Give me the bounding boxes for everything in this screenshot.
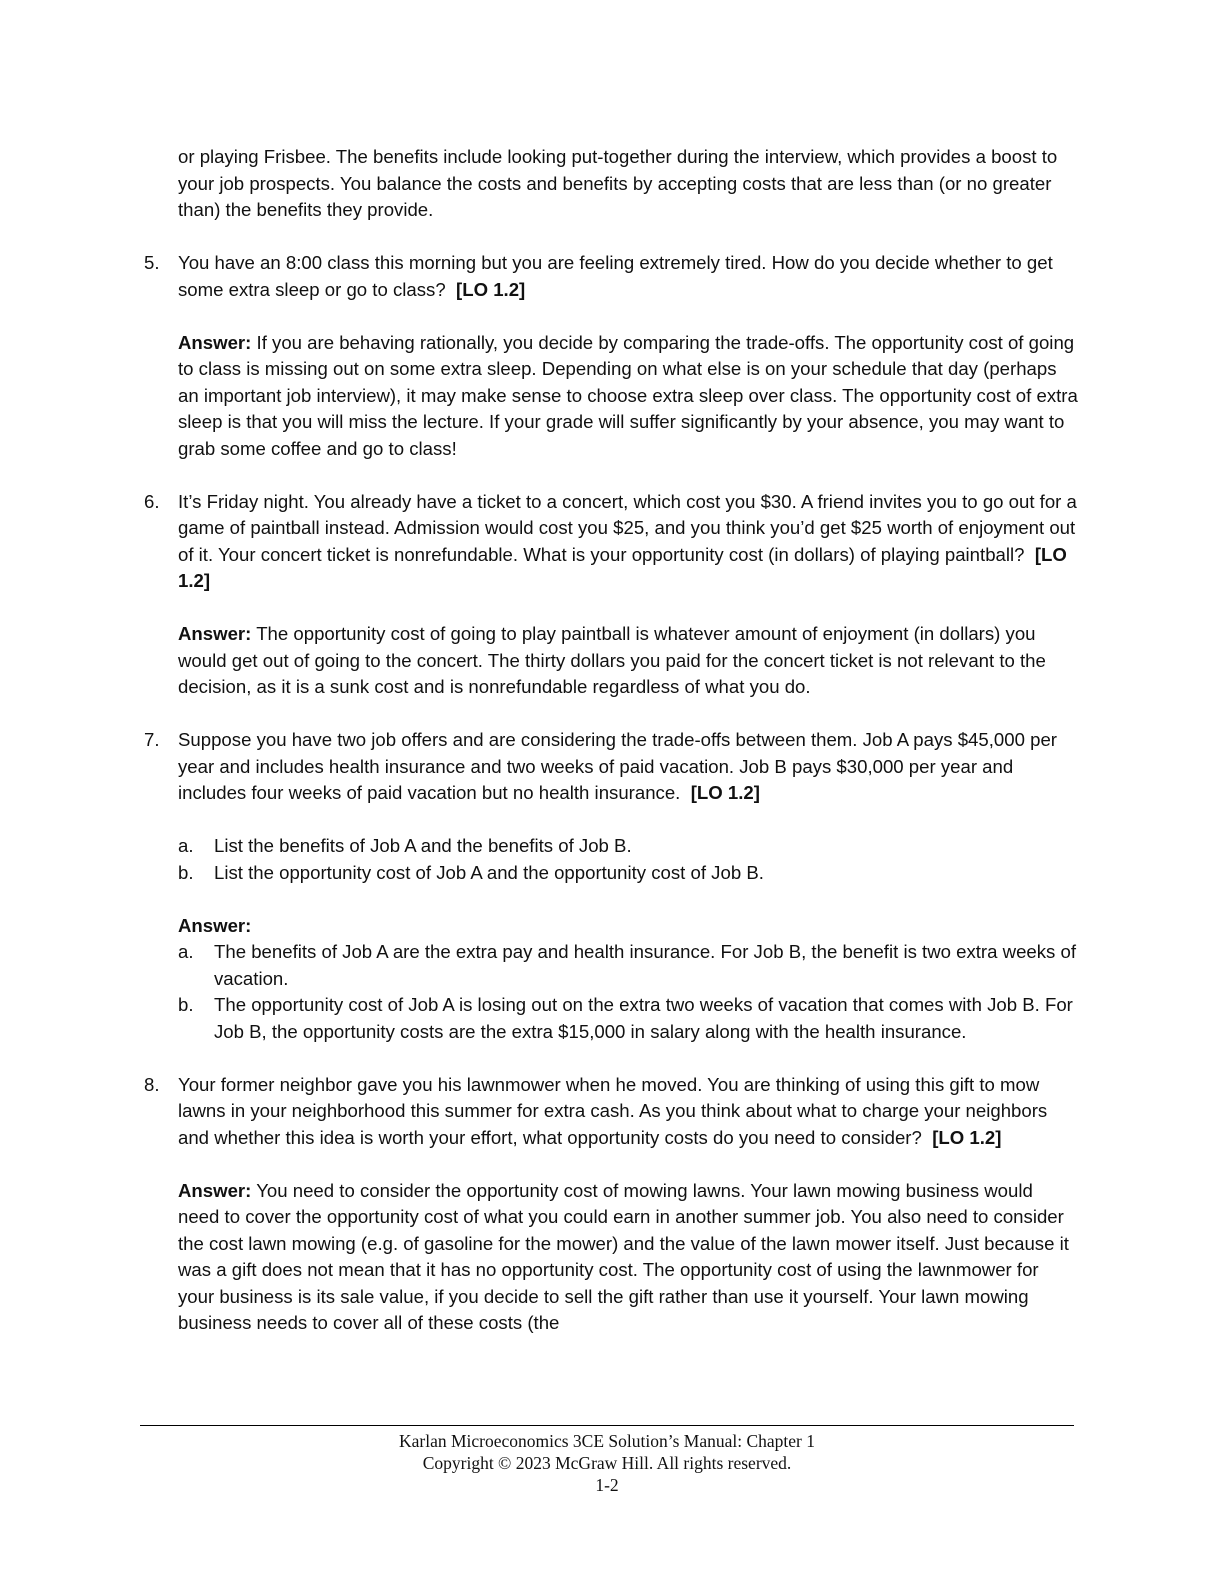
footer-copyright: Copyright © 2023 McGraw Hill. All rights reserved. [422,1453,792,1473]
answer-paragraph: Answer: The opportunity cost of going to play paintball is whatever amount of enjoyment (in dollars) you would get out of going to the concert. The thirty dollars you paid for the concert ticket is not relevant to the decision, as it is a sunk cost and is nonrefundable regardless of what you do. [178,623,1046,697]
learning-objective: [LO 1.2] [932,1126,1002,1148]
subpart-b [178,860,1078,887]
question-text: It’s Friday night. You already have a ticket to a concert, which cost you $30. A friend invites you to go out for a game of paintball instead. Admission would cost you $25, and you think you’d get $25 worth of enjoyment out of it. Your concert ticket is nonrefundable. What is your opportunity cost (in dollars) of playing paintball? [LO 1.2] [178,490,1077,591]
page-footer [140,1430,1074,1496]
question-5 [144,250,1078,462]
page-content [144,144,1078,1337]
answer-b [178,992,1078,1045]
intro-paragraph: or playing Frisbee. The benefits include looking put-together during the interview, which provides a boost to your job prospects. You balance the costs and benefits by accepting costs that are less than (or no greater than) the benefits they provide. [178,146,1058,220]
answer-sub-text: The opportunity cost of Job A is losing out on the extra two weeks of vacation that comes with Job B. For Job B, the opportunity costs are the extra $15,000 in salary along with the health insurance. [214,994,1073,1042]
question-number: 7. [144,729,160,750]
answer-sub-label: a. [178,941,194,962]
subpart-a [178,833,1078,860]
answer-sub-text: The benefits of Job A are the extra pay and health insurance. For Job B, the benefit is two extra weeks of vacation. [214,941,1077,989]
question-8 [144,1072,1078,1337]
subpart-text: List the benefits of Job A and the benefits of Job B. [214,835,632,856]
learning-objective: [LO 1.2] [456,278,526,300]
footer-divider [140,1425,1074,1426]
answer-label: Answer: [178,914,252,936]
question-number: 6. [144,490,160,512]
subpart-label: a. [178,835,194,856]
answer-paragraph: Answer: You need to consider the opportunity cost of mowing lawns. Your lawn mowing business would need to cover the opportunity cost of what you could earn in another summer job. You also need to consider the cost lawn mowing (e.g. of gasoline for the mower) and the value of the lawn mower itself. Just because it was a gift does not mean that it has no opportunity cost. The opportunity cost of using the lawnmower for your business is its sale value, if you decide to sell the gift rather than use it yourself. Your lawn mowing business needs to cover all of these costs (the [178,1179,1069,1333]
footer-title: Karlan Microeconomics 3CE Solution’s Manual: Chapter 1 [398,1431,816,1451]
answer-paragraph: Answer: If you are behaving rationally, you decide by comparing the trade-offs. The opportunity cost of going to class is missing out on some extra sleep. Depending on what else is on your schedule that day (perhaps an important job interview), it may make sense to choose extra sleep over class. The opportunity cost of extra sleep is that you will miss the lecture. If your grade will suffer significantly by your absence, you may want to grab some coffee and go to class! [178,331,1078,459]
subpart-text: List the opportunity cost of Job A and the opportunity cost of Job B. [214,861,764,883]
question-7 [144,727,1078,1045]
subpart-label: b. [178,861,194,883]
page-number: 1-2 [595,1475,619,1495]
question-number: 5. [144,252,160,273]
question-text: You have an 8:00 class this morning but you are feeling extremely tired. How do you decide whether to get some extra sleep or go to class? [LO 1.2] [178,252,1053,300]
question-6 [144,489,1078,701]
question-number: 8. [144,1073,160,1095]
question-text: Suppose you have two job offers and are considering the trade-offs between them. Job A pays $45,000 per year and includes health insurance and two weeks of paid vacation. Job B pays $30,000 per year and includes four weeks of paid vacation but no health insurance. [LO 1.2] [178,729,1057,803]
answer-a [178,939,1078,992]
learning-objective: [LO 1.2] [690,782,760,803]
answer-label: Answer: [178,623,252,644]
answer-sub-label: b. [178,994,194,1015]
question-text: Your former neighbor gave you his lawnmower when he moved. You are thinking of using this gift to mow lawns in your neighborhood this summer for extra cash. As you think about what to charge your neighbors and whether this idea is worth your effort, what opportunity costs do you need to consider? [LO 1.2] [178,1073,1048,1148]
answer-label: Answer: [178,331,252,353]
learning-objective: [LO 1.2] [178,543,1067,591]
answer-label: Answer: [178,1179,252,1201]
